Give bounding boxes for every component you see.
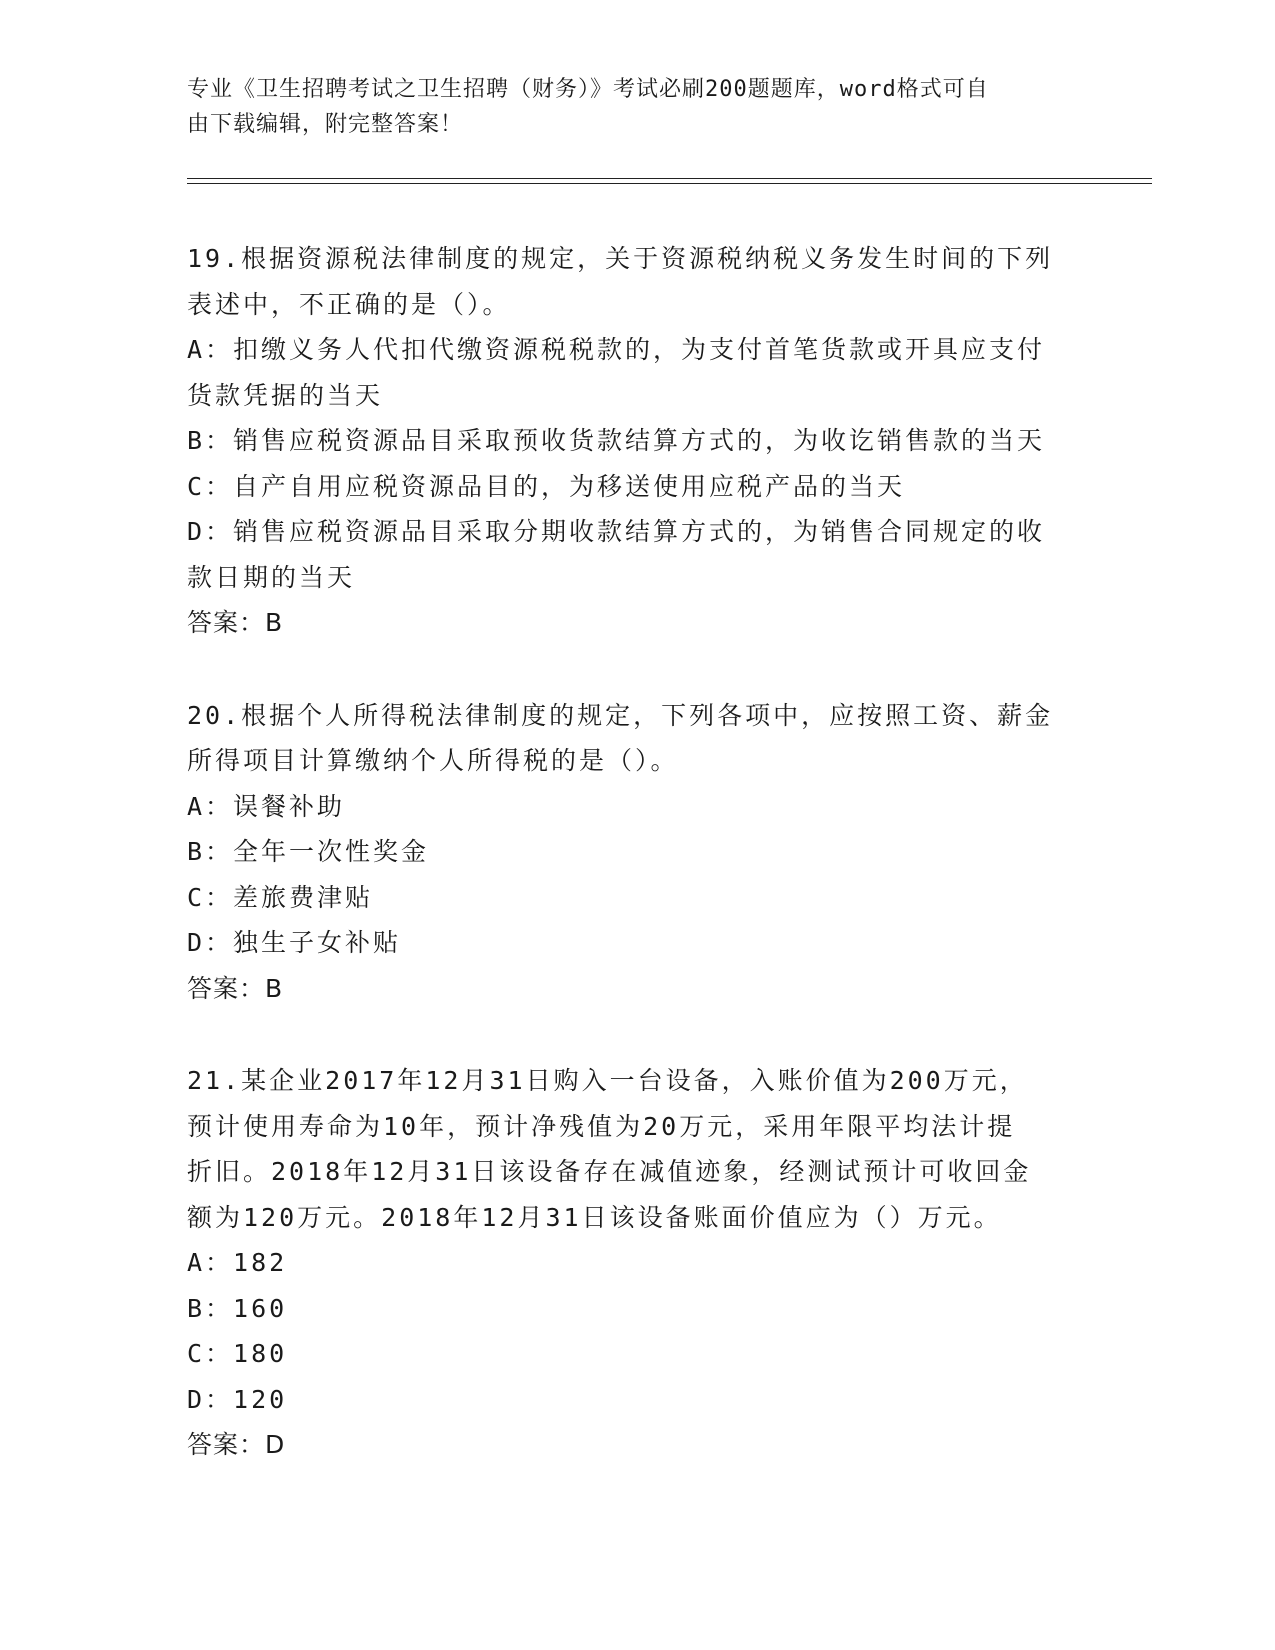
header-divider-top bbox=[187, 178, 1152, 179]
question-stem-line: 额为120万元。2018年12月31日该设备账面价值应为（）万元。 bbox=[187, 1202, 1002, 1232]
option-line: A：扣缴义务人代扣代缴资源税税款的，为支付首笔货款或开具应支付 bbox=[187, 335, 1046, 364]
option-d: D：独生子女补贴 bbox=[187, 928, 402, 957]
option-b bbox=[187, 418, 1087, 464]
option-line: 货款凭据的当天 bbox=[187, 380, 384, 410]
question-19 bbox=[187, 236, 1087, 646]
question-stem-line: 折旧。2018年12月31日该设备存在减值迹象，经测试预计可收回金 bbox=[187, 1157, 1032, 1186]
option-a: A：误餐补助 bbox=[187, 791, 346, 821]
header-line-2: 由下载编辑，附完整答案！ bbox=[187, 112, 464, 137]
question-stem-line: 预计使用寿命为10年，预计净残值为20万元，采用年限平均法计提 bbox=[187, 1111, 1016, 1141]
header-divider-bottom bbox=[187, 183, 1152, 184]
option-b: B：160 bbox=[187, 1293, 288, 1323]
question-stem-line: 表述中，不正确的是（）。 bbox=[187, 289, 511, 319]
option-b: B：全年一次性奖金 bbox=[187, 837, 430, 866]
question-list bbox=[187, 236, 1087, 1515]
option-a: A：182 bbox=[187, 1248, 288, 1277]
option-a bbox=[187, 327, 1087, 418]
question-21 bbox=[187, 1058, 1087, 1468]
question-stem-line: 20.根据个人所得税法律制度的规定，下列各项中，应按照工资、薪金 bbox=[187, 700, 1054, 730]
option-line: 款日期的当天 bbox=[187, 562, 356, 592]
option-c bbox=[187, 464, 1087, 510]
document-header bbox=[187, 72, 1067, 142]
question-stem-line: 所得项目计算缴纳个人所得税的是（）。 bbox=[187, 746, 679, 775]
question-20 bbox=[187, 693, 1087, 1012]
question-stem-line: 19.根据资源税法律制度的规定，关于资源税纳税义务发生时间的下列 bbox=[187, 244, 1054, 273]
option-line: D：销售应税资源品目采取分期收款结算方式的，为销售合同规定的收 bbox=[187, 517, 1046, 546]
header-line-1: 专业《卫生招聘考试之卫生招聘（财务）》考试必刷200题题库，word格式可自 bbox=[187, 77, 989, 102]
option-c: C：180 bbox=[187, 1339, 288, 1368]
answer-label: 答案：D bbox=[187, 1430, 286, 1459]
option-line: C：自产自用应税资源品目的，为移送使用应税产品的当天 bbox=[187, 471, 906, 501]
answer-label: 答案：B bbox=[187, 973, 284, 1003]
option-d bbox=[187, 509, 1087, 600]
option-line: B：销售应税资源品目采取预收货款结算方式的，为收讫销售款的当天 bbox=[187, 426, 1046, 455]
question-stem-line: 21.某企业2017年12月31日购入一台设备，入账价值为200万元， bbox=[187, 1066, 1028, 1095]
answer-label: 答案：B bbox=[187, 608, 284, 637]
option-d: D：120 bbox=[187, 1384, 288, 1414]
option-c: C：差旅费津贴 bbox=[187, 882, 374, 912]
